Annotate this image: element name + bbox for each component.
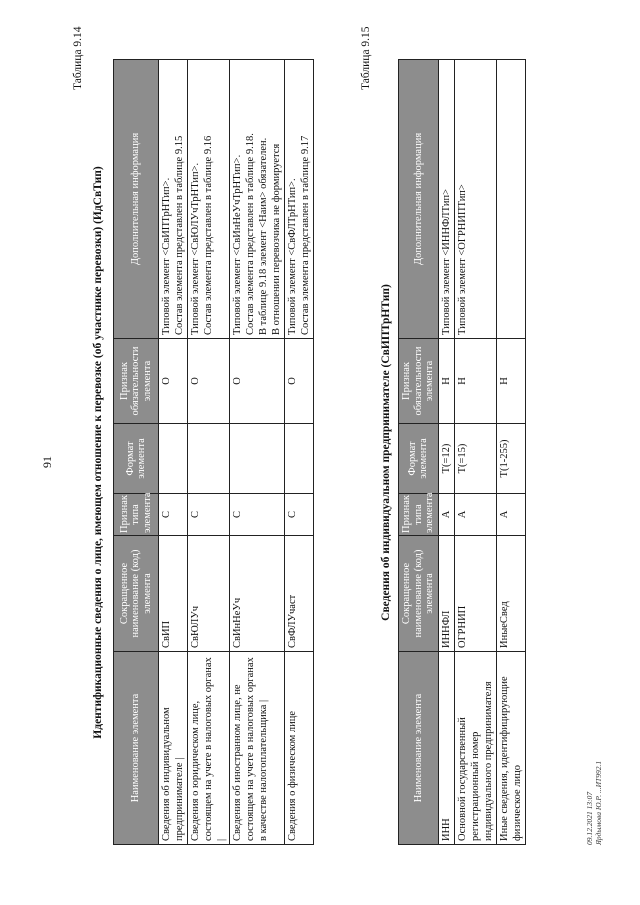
cell-code: ИННФЛ xyxy=(438,536,454,652)
signature-stamp xyxy=(585,761,603,845)
cell-info: Типовой элемент <ОГРНИПТип> xyxy=(454,60,496,339)
cell-format: Т(1-255) xyxy=(496,424,525,494)
cell-format xyxy=(285,424,314,494)
table-row xyxy=(285,60,314,845)
cell-code: СвЮЛУч xyxy=(188,536,230,652)
cell-type: С xyxy=(159,494,188,536)
stamp-signer: Ярдымова Ю.Р. ...ИТ992.1 xyxy=(594,760,603,845)
cell-req: О xyxy=(285,339,314,424)
header-cell: Сокращенное наименование (код) элемента xyxy=(399,536,439,652)
table-9-15-title: Сведения об индивидуальном предпринимателе (СвИПТрНТип) xyxy=(380,284,392,621)
cell-type: А xyxy=(496,494,525,536)
table-header-row xyxy=(114,60,159,845)
cell-type: А xyxy=(454,494,496,536)
header-cell: Признак обязательности элемента xyxy=(114,339,159,424)
table-row xyxy=(496,60,525,845)
cell-format xyxy=(159,424,188,494)
header-cell: Дополнительная информация xyxy=(114,60,159,339)
cell-req: О xyxy=(159,339,188,424)
header-cell: Формат элемента xyxy=(399,424,439,494)
cell-name: ИНН xyxy=(438,652,454,845)
cell-req: Н xyxy=(438,339,454,424)
cell-code: ИныеСвед xyxy=(496,536,525,652)
cell-code: СвИП xyxy=(159,536,188,652)
header-cell: Наименование элемента xyxy=(399,652,439,845)
cell-info: Типовой элемент <СвЮЛУчТрНТип>. Состав элемента представлен в таблице 9.16 xyxy=(188,60,230,339)
cell-type: С xyxy=(230,494,285,536)
cell-req: О xyxy=(188,339,230,424)
cell-code: СвФЛУчаст xyxy=(285,536,314,652)
cell-type: С xyxy=(285,494,314,536)
table-row xyxy=(188,60,230,845)
header-cell: Наименование элемента xyxy=(114,652,159,845)
cell-code: СвИнНеУч xyxy=(230,536,285,652)
cell-name: Сведения о физическом лице xyxy=(285,652,314,845)
cell-type: А xyxy=(438,494,454,536)
header-cell: Признак типа элемента xyxy=(114,494,159,536)
cell-type: С xyxy=(188,494,230,536)
cell-req: Н xyxy=(496,339,525,424)
table-row xyxy=(454,60,496,845)
cell-req: О xyxy=(230,339,285,424)
cell-name: Иные сведения, идентифицирующие физическое лицо xyxy=(496,652,525,845)
cell-format: Т(=15) xyxy=(454,424,496,494)
header-cell: Дополнительная информация xyxy=(399,60,439,339)
cell-name: Основной государственный регистрационный номер индивидуального предпринимателя xyxy=(454,652,496,845)
table-row xyxy=(159,60,188,845)
header-cell: Признак типа элемента xyxy=(399,494,439,536)
cell-format: Т(=12) xyxy=(438,424,454,494)
cell-info: Типовой элемент <СвФЛТрНТип>. Состав элемента представлен в таблице 9.17 xyxy=(285,60,314,339)
cell-name: Сведения об индивидуальном предпринимателе | xyxy=(159,652,188,845)
cell-info: Типовой элемент <СвИПТрНТип>. Состав элемента представлен в таблице 9.15 xyxy=(159,60,188,339)
cell-info: Типовой элемент <ИННФЛТип> xyxy=(438,60,454,339)
table-header-row xyxy=(399,60,439,845)
header-cell: Признак обязательности элемента xyxy=(399,339,439,424)
cell-code: ОГРНИП xyxy=(454,536,496,652)
cell-name: Сведения об иностранном лице, не состоящем на учете в налоговых органах в качестве налогоплательщика | xyxy=(230,652,285,845)
table-9-14-title: Идентификационные сведения о лице, имеющем отношение к перевозке (об участнике перевозки) (ИдСвТип) xyxy=(92,166,104,739)
table-9-14 xyxy=(113,59,314,845)
page-number: 91 xyxy=(40,456,54,468)
cell-info: Типовой элемент <СвИнНеУчТрНТип>. Состав элемента представлен в таблице 9.18. В таблице 9.18 элемент <Наим> обязателен. В отношении перевозчика не формируется xyxy=(230,60,285,339)
table-9-15 xyxy=(398,59,526,845)
cell-format xyxy=(230,424,285,494)
table-row xyxy=(230,60,285,845)
stamp-date: 09.12.2021 13:07 xyxy=(585,791,594,845)
cell-info xyxy=(496,60,525,339)
table-row xyxy=(438,60,454,845)
cell-name: Сведения о юридическом лице, состоящем на учете в налоговых органах | xyxy=(188,652,230,845)
table-9-15-caption: Таблица 9.15 xyxy=(360,26,372,90)
cell-req: Н xyxy=(454,339,496,424)
table-9-14-caption: Таблица 9.14 xyxy=(72,26,84,90)
header-cell: Формат элемента xyxy=(114,424,159,494)
cell-format xyxy=(188,424,230,494)
header-cell: Сокращенное наименование (код) элемента xyxy=(114,536,159,652)
